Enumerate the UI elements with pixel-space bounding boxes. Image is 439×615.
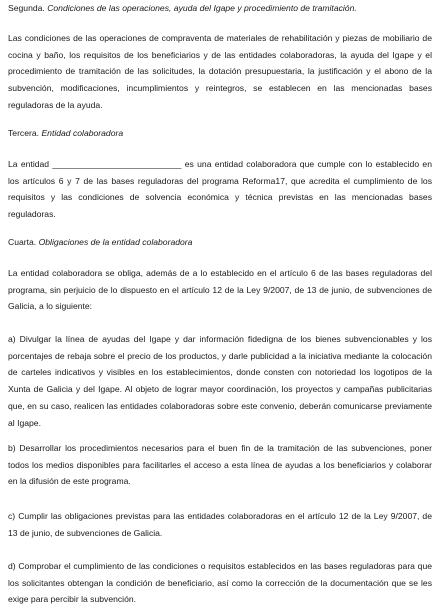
section-title: Entidad colaboradora (41, 128, 124, 138)
list-item-a: a) Divulgar la línea de ayudas del Igape y dar información fidedigna de los bienes subvencionables y los porcentajes de rebaja sobre el precio de los productos, y darle publicidad a la iniciativa mediante la colocación de carteles indicativos y visibles en los establecimientos, donde consten con notoriedad los logotipos de la Xunta de Galicia y del Igape. Al objeto de lograr mayor coordinación, los proyectos y campañas publicitarias que, en su caso, realicen las entidades colaboradoras sobre este convenio, deberán comunicarse previamente al Igape. (8, 334, 432, 428)
paragraph: La entidad colaboradora se obliga, además de a lo establecido en el artículo 6 de las bases reguladoras del programa, sin perjuicio de lo dispuesto en el artículo 12 de la Ley 9/2007, de 13 de junio, de subvenciones de Galicia, a lo siguiente: (8, 268, 432, 312)
section-heading-tercera (8, 128, 123, 138)
list-item-c: c) Cumplir las obligaciones previstas para las entidades colaboradoras en el artículo 12 de la Ley 9/2007, de 13 de junio, de subvenciones de Galicia. (8, 511, 432, 538)
section-number: Cuarta. (8, 237, 37, 247)
section-number: Tercera. (8, 128, 40, 138)
paragraph: La entidad ___________________________ es una entidad colaboradora que cumple con lo establecido en los artículos 6 y 7 de las bases reguladoras del programa Reforma17, que acredita el cumplimiento de los requisitos y las condiciones de solvencia económica y técnica previstas en las mencionadas bases reguladoras. (8, 159, 432, 220)
section-heading-segunda (8, 3, 357, 13)
list-item-d: d) Comprobar el cumplimiento de las condiciones o requisitos establecidos en las bases reguladoras para que los solicitantes obtengan la condición de beneficiario, así como la corrección de la documentación que se les exige para percibir la subvención. (8, 561, 432, 605)
section-number: Segunda. (8, 3, 45, 13)
section-title: Condiciones de las operaciones, ayuda del Igape y procedimiento de tramitación. (47, 3, 357, 13)
list-item-b: b) Desarrollar los procedimientos necesarios para el buen fin de la tramitación de las subvenciones, poner todos los medios disponibles para facilitarles el acceso a esta línea de ayudas a los beneficiarios y colaborar en la difusión de este programa. (8, 443, 432, 487)
section-heading-cuarta (8, 237, 192, 247)
paragraph: Las condiciones de las operaciones de compraventa de materiales de rehabilitación y piezas de mobiliario de cocina y baño, los requisitos de los beneficiarios y de las entidades colaboradoras, la ayuda del Igape y el procedimiento de tramitación de las solicitudes, la dotación presupuestaria, la justificación y el abono de la subvención, modificaciones, incumplimientos y reintegros, se establecen en las mencionadas bases reguladoras de la ayuda. (8, 33, 432, 110)
section-title: Obligaciones de la entidad colaboradora (38, 237, 193, 247)
